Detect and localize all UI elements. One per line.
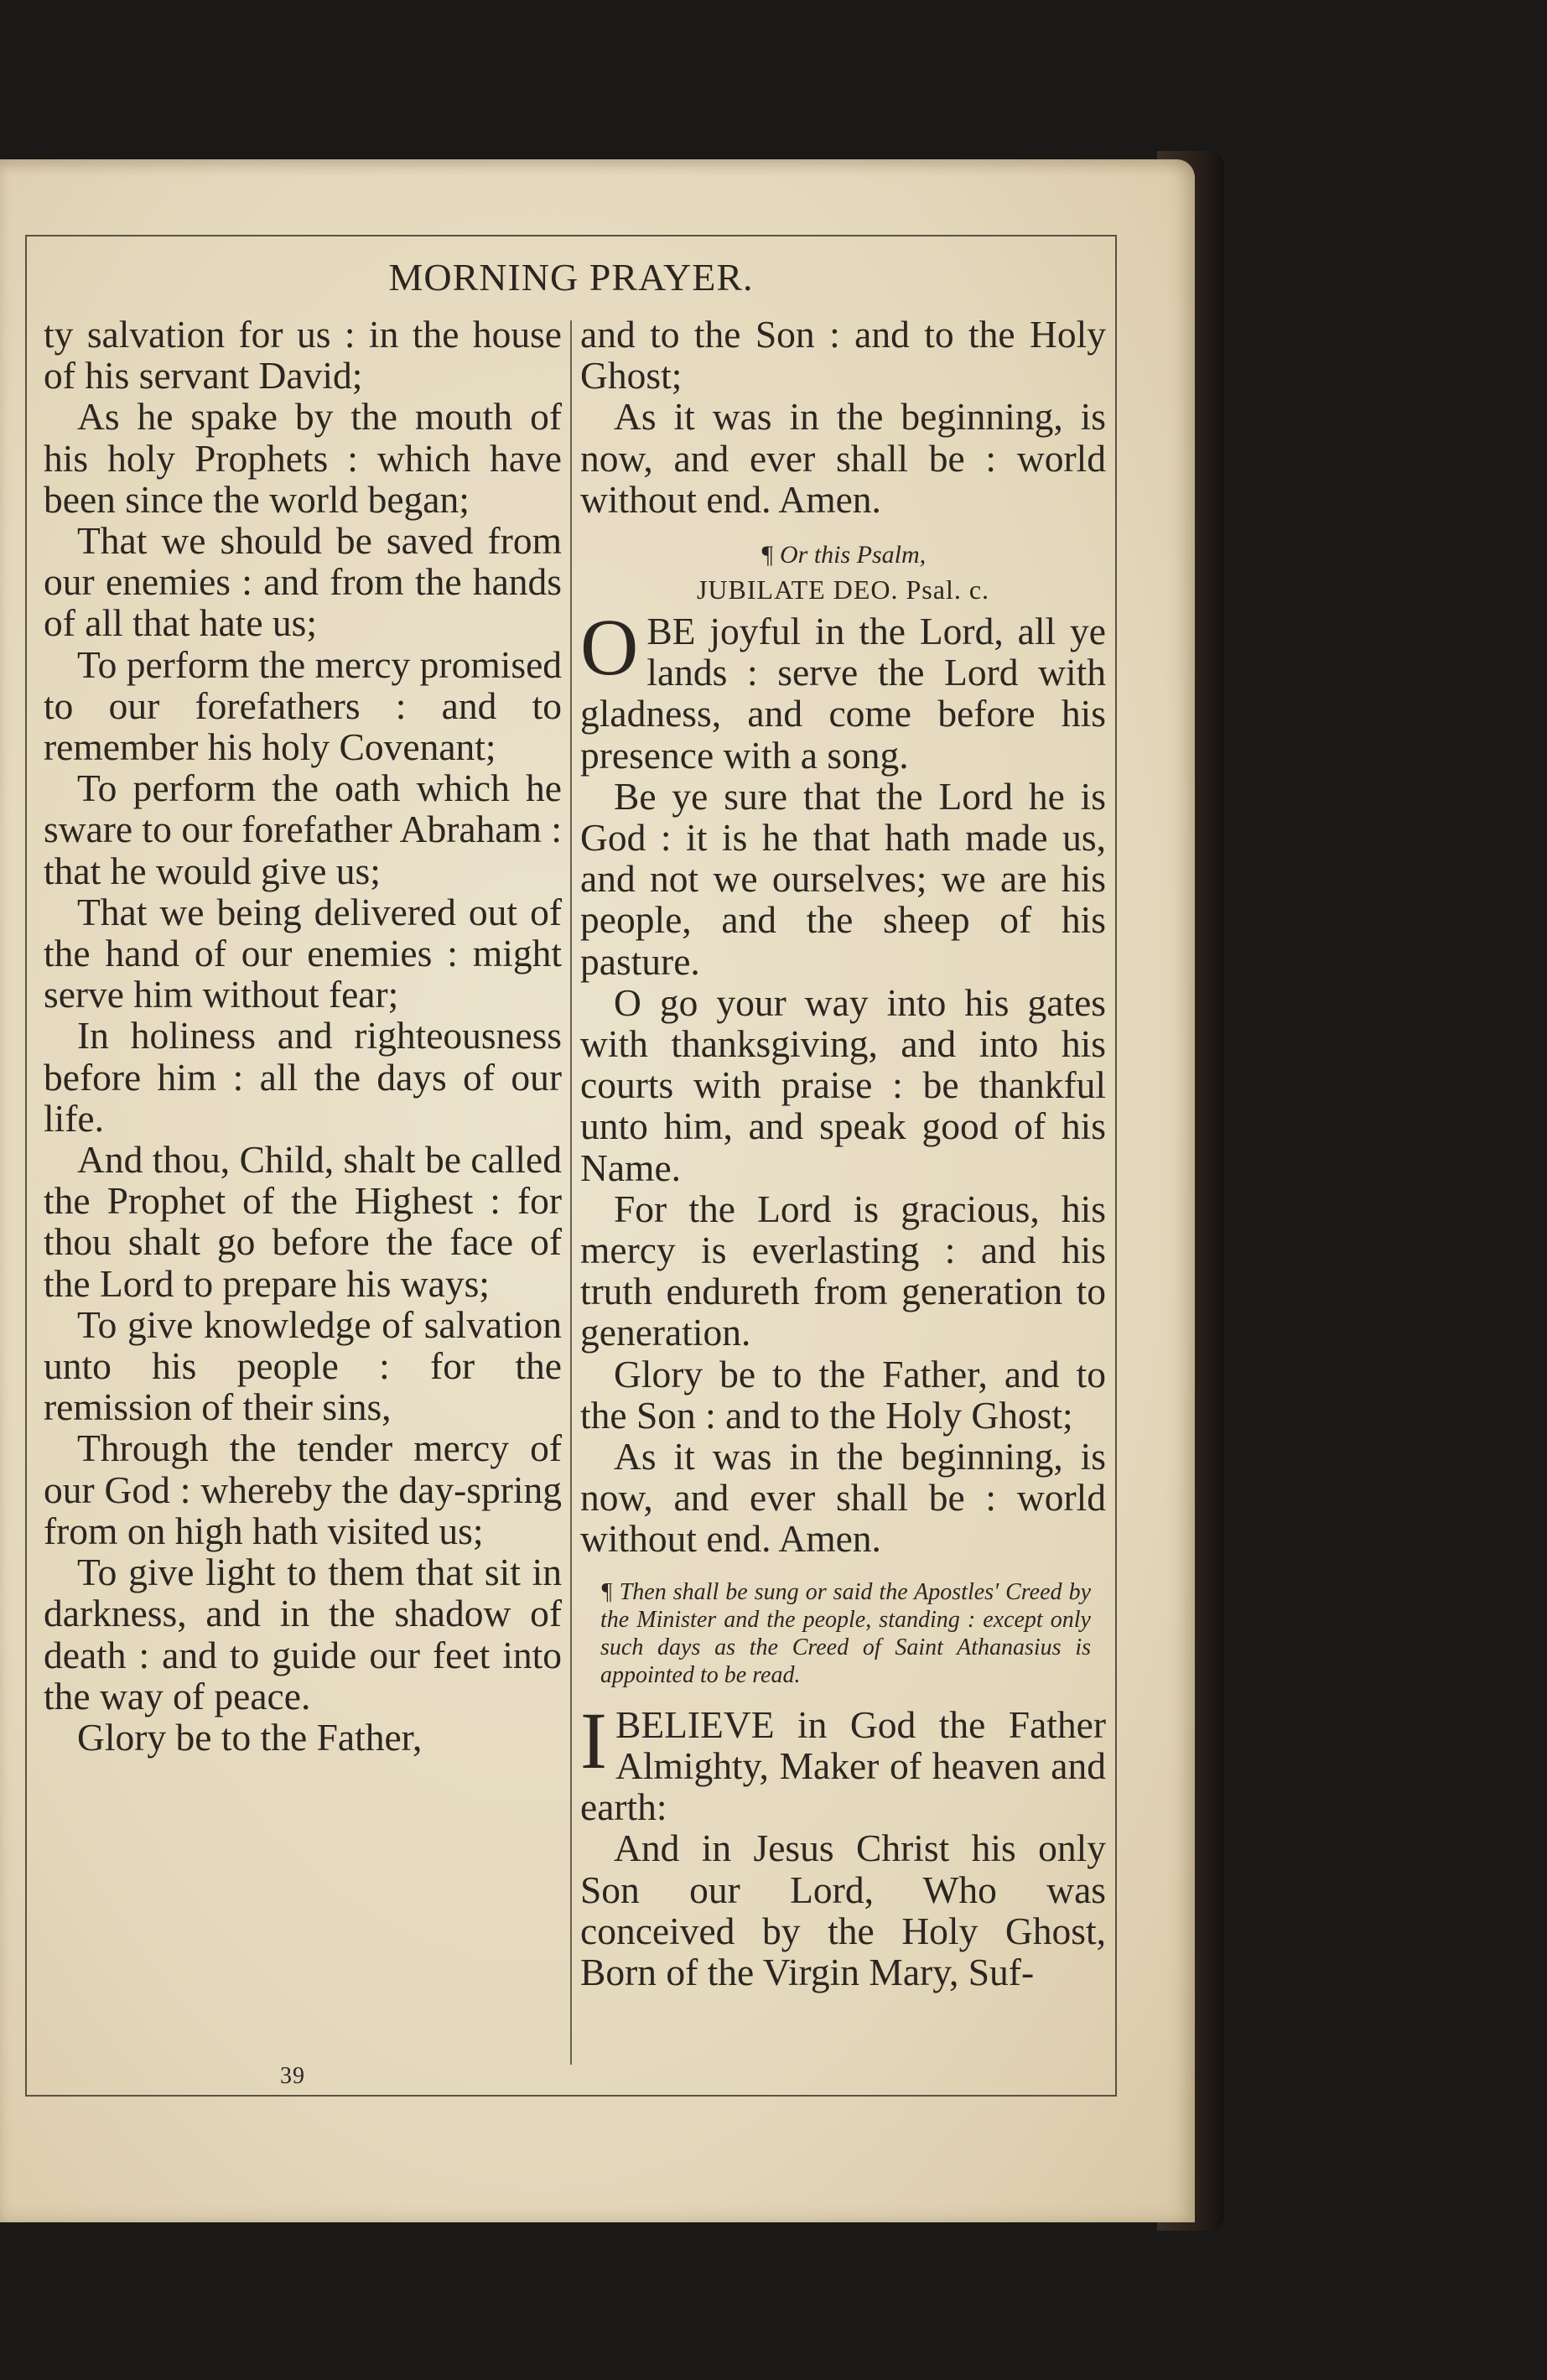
paragraph: To perform the oath which he sware to our forefather Abraham : that he would give us; [44, 766, 562, 892]
psalm-verse: As it was in the beginning, is now, and ever shall be : world without end. Amen. [580, 1435, 1106, 1561]
paragraph: As he spake by the mouth of his holy Prophets : which have been since the world began; [44, 395, 562, 521]
drop-cap: O [580, 602, 639, 693]
page-number: 39 [280, 2063, 305, 2089]
rubric-creed: ¶ Then shall be sung or said the Apostles' Creed by the Minister and the people, standing : except only such days as the Creed of Saint Athanasius is appointed to be read. [600, 1578, 1091, 1688]
paragraph: In holiness and righteousness before him : all the days of our life. [44, 1014, 562, 1140]
paragraph: And thou, Child, shalt be called the Prophet of the Highest : for thou shalt go before the face of the Lord to prepare his ways; [44, 1138, 562, 1305]
paragraph: That we being delivered out of the hand of our enemies : might serve him without fear; [44, 890, 562, 1016]
psalm-verse: Glory be to the Father, and to the Son : and to the Holy Ghost; [580, 1352, 1106, 1437]
psalm-first-verse [580, 602, 1106, 777]
paragraph: Glory be to the Father, [77, 1715, 423, 1759]
paragraph: ty salvation for us : in the house of his servant David; [44, 313, 562, 398]
paragraph: As it was in the beginning, is now, and ever shall be : world without end. Amen. [580, 395, 1106, 521]
column-divider [570, 320, 572, 2065]
psalm-verse: O go your way into his gates with thanksgiving, and into his courts with praise : be thankful unto him, and speak good of his Name. [580, 980, 1106, 1189]
verse-text: BE joyful in the Lord, all ye lands : serve the Lord with gladness, and come before his presence with a song. [580, 610, 1106, 777]
psalm-title: JUBILATE DEO. Psal. c. [696, 574, 990, 605]
book-page [0, 159, 1195, 2222]
paragraph: To give light to them that sit in darkness, and in the shadow of death : and to guide our feet into the way of peace. [44, 1551, 562, 1717]
creed-paragraph: And in Jesus Christ his only Son our Lord, Who was conceived by the Holy Ghost, Born of the Virgin Mary, Suf- [580, 1827, 1106, 1993]
right-column [580, 314, 1106, 1993]
paragraph: To perform the mercy promised to our forefathers : and to remember his holy Covenant; [44, 642, 563, 769]
page-frame [25, 235, 1117, 2097]
left-column [44, 314, 562, 1758]
drop-cap: I [580, 1695, 607, 1785]
creed-first [580, 1695, 1106, 1829]
paragraph: Through the tender mercy of our God : whereby the day-spring from on high hath visited us; [44, 1426, 562, 1552]
psalm-verse: Be ye sure that the Lord he is God : it is he that hath made us, and not we ourselves; we are his people, and the sheep of his pasture. [580, 774, 1106, 983]
paragraph: That we should be saved from our enemies : and from the hands of all that hate us; [44, 519, 562, 645]
creed-text: BELIEVE in God the Father Almighty, Maker of heaven and earth: [580, 1702, 1106, 1829]
paragraph: and to the Son : and to the Holy Ghost; [580, 313, 1106, 398]
rubric-or-this-psalm: ¶ Or this Psalm, [760, 541, 927, 569]
paragraph: To give knowledge of salvation unto his people : for the remission of their sins, [44, 1302, 562, 1429]
page-header: MORNING PRAYER. [388, 256, 754, 299]
psalm-verse: For the Lord is gracious, his mercy is everlasting : and his truth endureth from generation to generation. [580, 1187, 1106, 1354]
